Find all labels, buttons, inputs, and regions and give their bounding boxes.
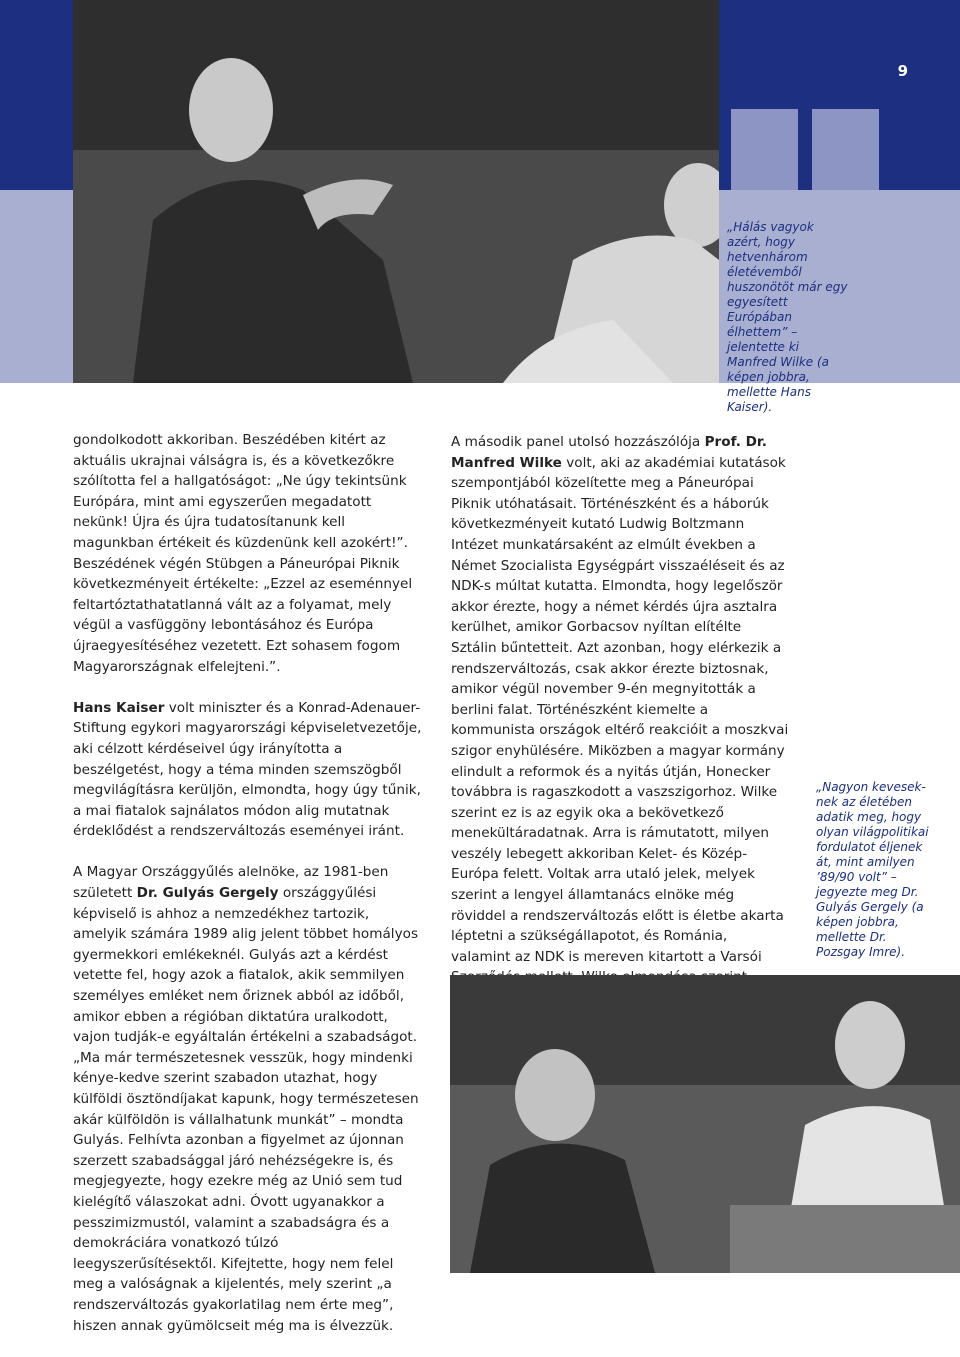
paragraph-2 <box>73 698 425 842</box>
name-gulyas-gergely: Dr. Gulyás Gergely <box>136 885 279 902</box>
paragraph-right-intro: A második panel utolsó hozzászólója <box>451 434 705 450</box>
paragraph-3-text: országgyűlési képviselő is ahhoz a nemzedékhez tartozik, amelyik számára 1989 alig jelent többet homályos gyermekkori emlékeknél. Gulyás azt a kérdést vetette fel, hogy azok a fiatalok, akik semmilyen személyes emléket nem őriznek abból az időből, amikor ebben a régióban diktatúra uralkodott, vajon tudják-e egyáltalán értékelni a szabadságot. „Ma már természetesnek vesszük, hogy mindenki kénye-kedve szerint szabadon utazhat, hogy külföldi ösztöndíjakat kapunk, hogy természetesen akár külföldön is vállalhatunk munkát” – mondta Gulyás. Felhívta azonban a figyelmet az újonnan szerzett szabadsággal járó nehézségekre is, és megjegyezte, hogy ezekre még az Unió sem tud kielégítő válaszokat adni. Óvott ugyanakkor a pesszimizmustól, valamint a szabadságra és a demokráciára vonatkozó túlzó leegyszerűsítésektől. Kifejtette, hogy nem felel meg a valóságnak a kijelentés, mely szerint „a rendszerváltozás gyakorlatilag nem érte meg”, hiszen annak gyümölcseit még ma is élvezzük. <box>73 885 419 1334</box>
photo-bottom-illustration <box>450 975 960 1273</box>
photo-panel-speakers <box>73 0 719 383</box>
article-right-column <box>451 432 791 1029</box>
decor-square-1 <box>731 109 798 190</box>
caption-top: „Hálás vagyok azért, hogy hetvenhárom életévemből huszonötöt már egy egyesített Európában élhettem” – jelentette ki Manfred Wilke (a képen jobbra, mellette Hans Kaiser). <box>727 220 848 414</box>
paragraph-right-text: volt, aki az akadémiai kutatások szempontjából közelítette meg a Páneurópai Piknik utóhatásait. Történészként és a háborúk következményeit kutató Ludwig Boltzmann Intézet munkatársaként az elmúlt években a Német Szocialista Egységpárt visszaéléseit és az NDK-s múltat kutatta. Elmondta, hogy legelőször akkor érezte, hogy a német kérdés újra asztalra kerülhet, amikor Gorbacsov nyíltan elítélte Sztálin bűntetteit. Azt azonban, hogy elérkezik a rendszerváltozás, csak akkor érezte biztosnak, amikor végül november 9-én megnyitották a berlini falat. Történészként kiemelte a kommunista országok eltérő reakcióit a moszkvai szigor enyhülésére. Miközben a magyar kormány elindult a reformok és a nyitás útján, Honecker továbbra is ragaszkodott a vaszszigorhoz. Wilke szerint ez is az egyik oka a bekövetkező menekültáradatnak. Arra is rámutatott, milyen veszély lebegett akkoriban Kelet- és Közép-Európa felett. Voltak arra utaló jelek, melyek szerint a lengyel államtanács elnöke még röviddel a rendszerváltozás előtt is életbe akarta léptetni a szükségállapotot, és Románia, valamint az NDK is mereven kitartott a Varsói <box>451 454 789 965</box>
photo-gulyas-pozsgay <box>450 975 960 1273</box>
paragraph-3 <box>73 862 425 1336</box>
paragraph-3-intro: A Magyar Országgyűlés alelnöke, az 1981-ben született <box>73 864 389 902</box>
paragraph-2-text: volt miniszter és a Konrad-Adenauer-Stiftung egykori magyarországi képviseletvezetője, aki célzott kérdéseivel úgy irányította a beszélgetést, hogy a téma minden szemszögből megvilágításra kerüljön, elmondta, hogy úgy tűnik, a mai fiatalok sajnálatos módon alig mutatnak érdeklődést a rendszerváltozás eseményei iránt. <box>73 699 422 840</box>
name-manfred-wilke: Prof. Dr. Manfred Wilke <box>451 434 767 471</box>
paragraph-1: gondolkodott akkoriban. Beszédében kitért az aktuális ukrajnai válságra is, és a következőkre szólította fel a hallgatóságot: „Ne úgy tekintsünk Európára, mint ami egyszerűen megadatott nekünk! Újra és újra tudatosítanunk kell magunkban értékeit és küzdenünk kell azokért!”. Beszédének végén Stübgen a Páneurópai Piknik következményeit értékelte: „Ezzel az eseménnyel feltartóztathatatlanná vált az a folyamat, mely végül a vasfüggöny lebontásához és Európa újraegyesítéséhez vezetett. Ezt sohasem fogom Magyarországnak elfelejteni.”. <box>73 432 413 675</box>
name-hans-kaiser: Hans Kaiser <box>73 699 165 716</box>
paragraph-right <box>451 432 791 1009</box>
page-number: 9 <box>897 62 908 80</box>
photo-top-illustration <box>73 0 719 383</box>
article-left-column <box>73 430 425 1357</box>
decor-square-2 <box>812 109 879 190</box>
caption-bottom: „Nagyon keveseknek az életében adatik meg, hogy olyan világpolitikai fordulatot éljenek át, mint amilyen ’89/90 volt” – jegyezte meg Dr. Gulyás Gergely (a képen jobbra, mellette Dr. Pozsgay Imre). <box>816 780 929 959</box>
